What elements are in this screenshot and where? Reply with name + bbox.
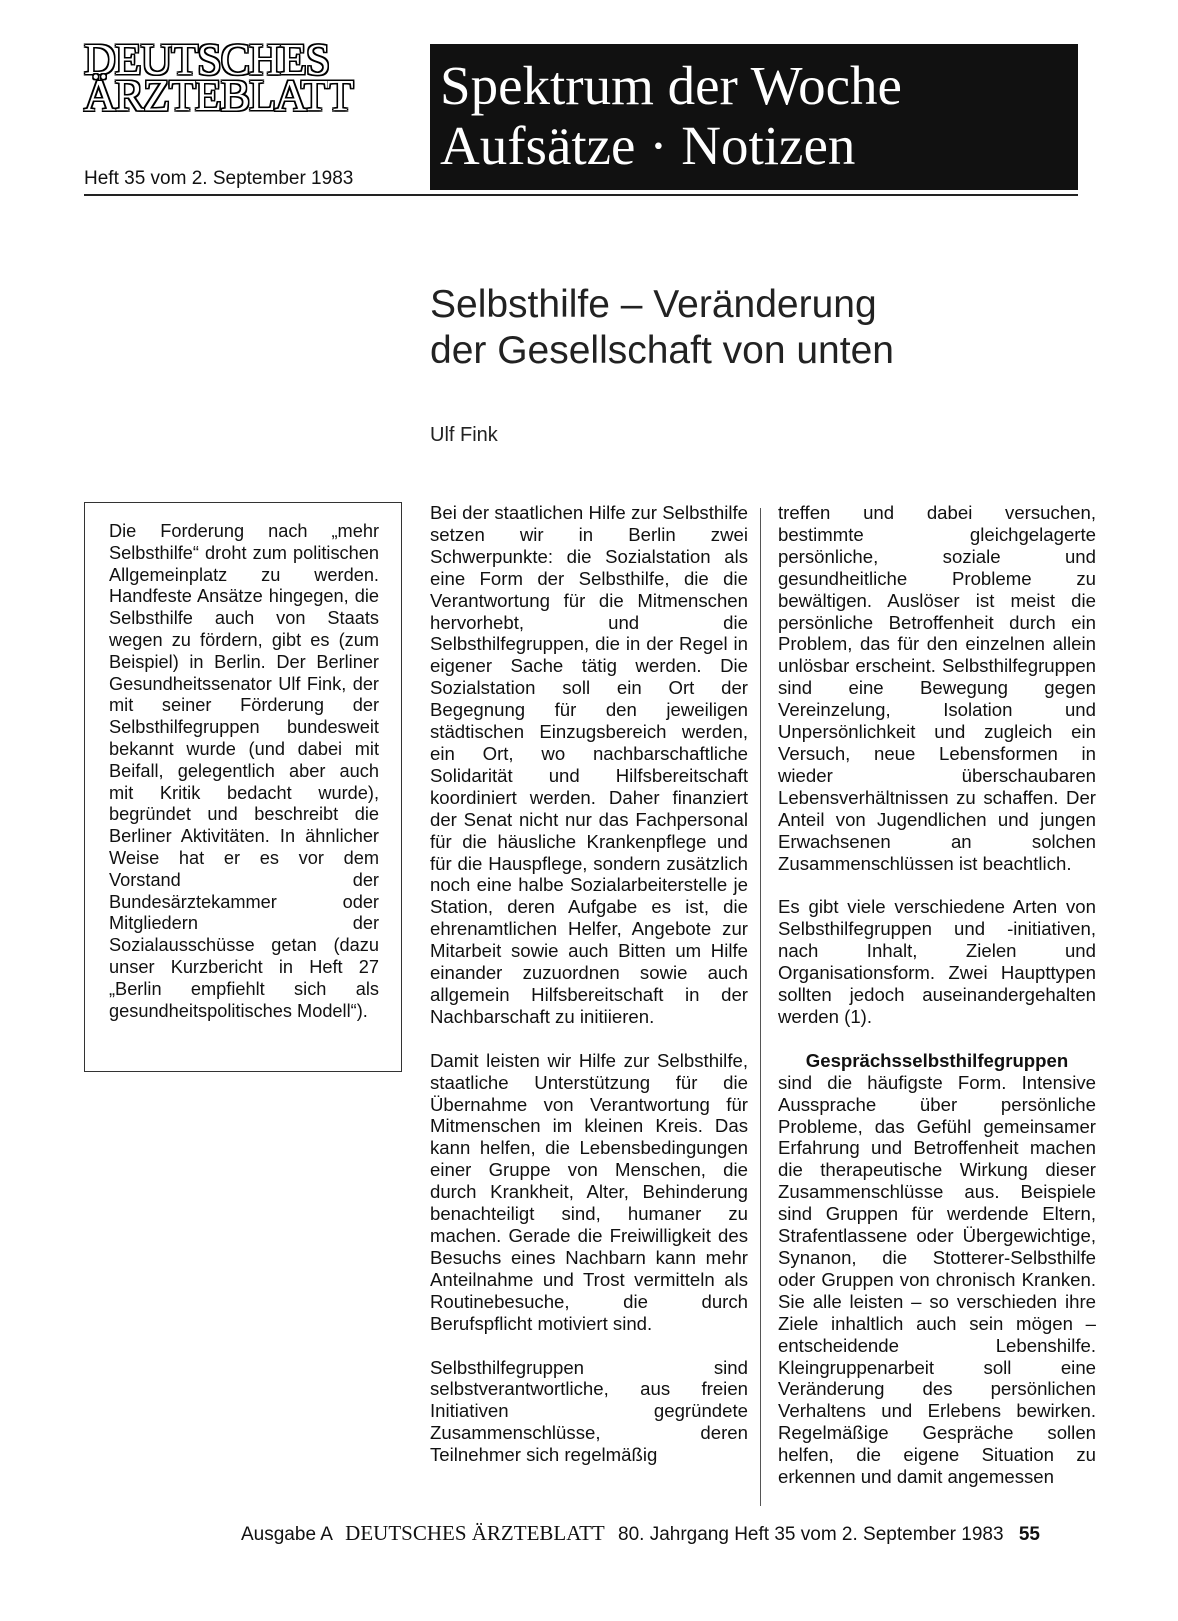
column-divider: [760, 508, 761, 1506]
title-line-1: Selbsthilfe – Veränderung: [430, 283, 877, 326]
body-column-1: [430, 502, 748, 1488]
body-paragraph: Selbsthilfegruppen sind selbstverantwortliche, aus freien Initiativen gegründete Zusammenschlüsse, deren Teilnehmer sich regelmäßig: [430, 1356, 748, 1466]
masthead-line-2: ÄRZTEBLATT: [84, 71, 353, 120]
abstract-box: [84, 502, 402, 1072]
footer-edition: Ausgabe A: [241, 1524, 332, 1545]
body-paragraph: sind die häufigste Form. Intensive Aussprache über persönliche Probleme, das Gefühl gemeinsamer Erfahrung und Betroffenheit machen die therapeutische Wirkung dieser Zusammenschlüsse aus. Beispiele sind Gruppen für werdende Eltern, Strafentlassene oder Übergewichtige, Synanon, die Stotterer-Selbsthilfe oder Gruppen von chronisch Kranken. Sie alle leisten – so verschieden ihre Ziele inhaltlich auch sein mögen – entscheidende Lebenshilfe. Kleingruppenarbeit soll eine Veränderung des persönlichen Verhaltens und Erlebens bewirken. Regelmäßige Gespräche sollen helfen, die eigene Situation zu erkennen und damit angemessen: [778, 1071, 1096, 1488]
body-paragraph: Damit leisten wir Hilfe zur Selbsthilfe, staatliche Unterstützung für die Übernahme von Verantwortung für Mitmenschen im kleinen Kreis. Das kann helfen, die Lebensbedingungen einer Gruppe von Menschen, die durch Krankheit, Alter, Behinderung benachteiligt sind, humaner zu machen. Gerade die Freiwilligkeit des Besuchs eines Nachbarn kann mehr Anteilnahme und Trost vermitteln als Routinebesuche, die durch Berufspflicht motiviert sind.: [430, 1049, 748, 1334]
section-banner: [430, 44, 1078, 190]
article-author: Ulf Fink: [430, 424, 498, 446]
footer-magazine: DEUTSCHES ÄRZTEBLATT: [345, 1521, 605, 1545]
journal-masthead: [84, 35, 353, 120]
header-divider: [84, 194, 1078, 196]
footer-issue: 80. Jahrgang Heft 35 vom 2. September 1983: [618, 1524, 1004, 1545]
title-line-2: der Gesellschaft von unten: [430, 329, 894, 372]
body-column-2: [778, 502, 1096, 1488]
abstract-text: Die Forderung nach „mehr Selbsthilfe“ droht zum politischen Allgemeinplatz zu werden. Handfeste Ansätze hingegen, die Selbsthilfe auch von Staats wegen zu fördern, gibt es (zum Beispiel) in Berlin. Der Berliner Gesundheitssenator Ulf Fink, der mit seiner Förderung der Selbsthilfegruppen bundesweit bekannt wurde (und dabei mit Beifall, gelegentlich aber auch mit Kritik bedacht wurde), begründet und beschreibt die Berliner Aktivitäten. In ähnlicher Weise hat er es vor dem Vorstand der Bundesärztekammer oder Mitgliedern der Sozialausschüsse getan (dazu unser Kurzbericht in Heft 27 „Berlin empfiehlt sich als gesundheitspolitisches Modell“).: [109, 521, 379, 1021]
article-title: [430, 282, 894, 374]
body-paragraph: treffen und dabei versuchen, bestimmte gleichgelagerte persönliche, soziale und gesundheitliche Probleme zu bewältigen. Auslöser ist meist die persönliche Betroffenheit durch ein Problem, das für den einzelnen allein unlösbar erscheint. Selbsthilfegruppen sind eine Bewegung gegen Vereinzelung, Isolation und Unpersönlichkeit und zugleich ein Versuch, neue Lebensformen in wieder überschaubaren Lebensverhältnissen zu schaffen. Der Anteil von Jugendlichen und jungen Erwachsenen an solchen Zusammenschlüssen ist beachtlich.: [778, 502, 1096, 874]
section-subheading: Gesprächsselbsthilfegruppen: [805, 1049, 1069, 1071]
section-line-2: Aufsätze · Notizen: [440, 115, 856, 176]
body-paragraph: Es gibt viele verschiedene Arten von Selbsthilfegruppen und -initiativen, nach Inhalt, Zielen und Organisationsform. Zwei Haupttypen sollten jedoch auseinandergehalten werden (1).: [778, 896, 1096, 1027]
body-paragraph: Bei der staatlichen Hilfe zur Selbsthilfe setzen wir in Berlin zwei Schwerpunkte: die Sozialstation als eine Form der Selbsthilfe, die die Verantwortung für die Mitmenschen hervorhebt, und die Selbsthilfegruppen, die in der Regel in eigener Sache tätig werden. Die Sozialstation soll ein Ort der Begegnung für den jeweiligen städtischen Einzugsbereich werden, ein Ort, wo nachbarschaftliche Solidarität und Hilfsbereitschaft koordiniert werden. Daher finanziert der Senat nicht nur das Fachpersonal für die häusliche Krankenpflege und für die Hauspflege, sondern zusätzlich noch eine halbe Sozialarbeiterstelle je Station, deren Aufgabe es ist, die ehrenamtlichen Helfer, Angebote zur Mitarbeit sowie auch Bitten um Hilfe einander zuzuordnen sowie auch allgemein Hilfsbereitschaft in der Nachbarschaft zu initiieren.: [430, 502, 748, 1027]
page-number: 55: [1018, 1524, 1040, 1545]
issue-line: Heft 35 vom 2. September 1983: [84, 168, 354, 189]
masthead-line-1: DEUTSCHES: [84, 35, 330, 84]
page-footer: [241, 1521, 1040, 1546]
section-line-1: Spektrum der Woche: [440, 55, 902, 116]
